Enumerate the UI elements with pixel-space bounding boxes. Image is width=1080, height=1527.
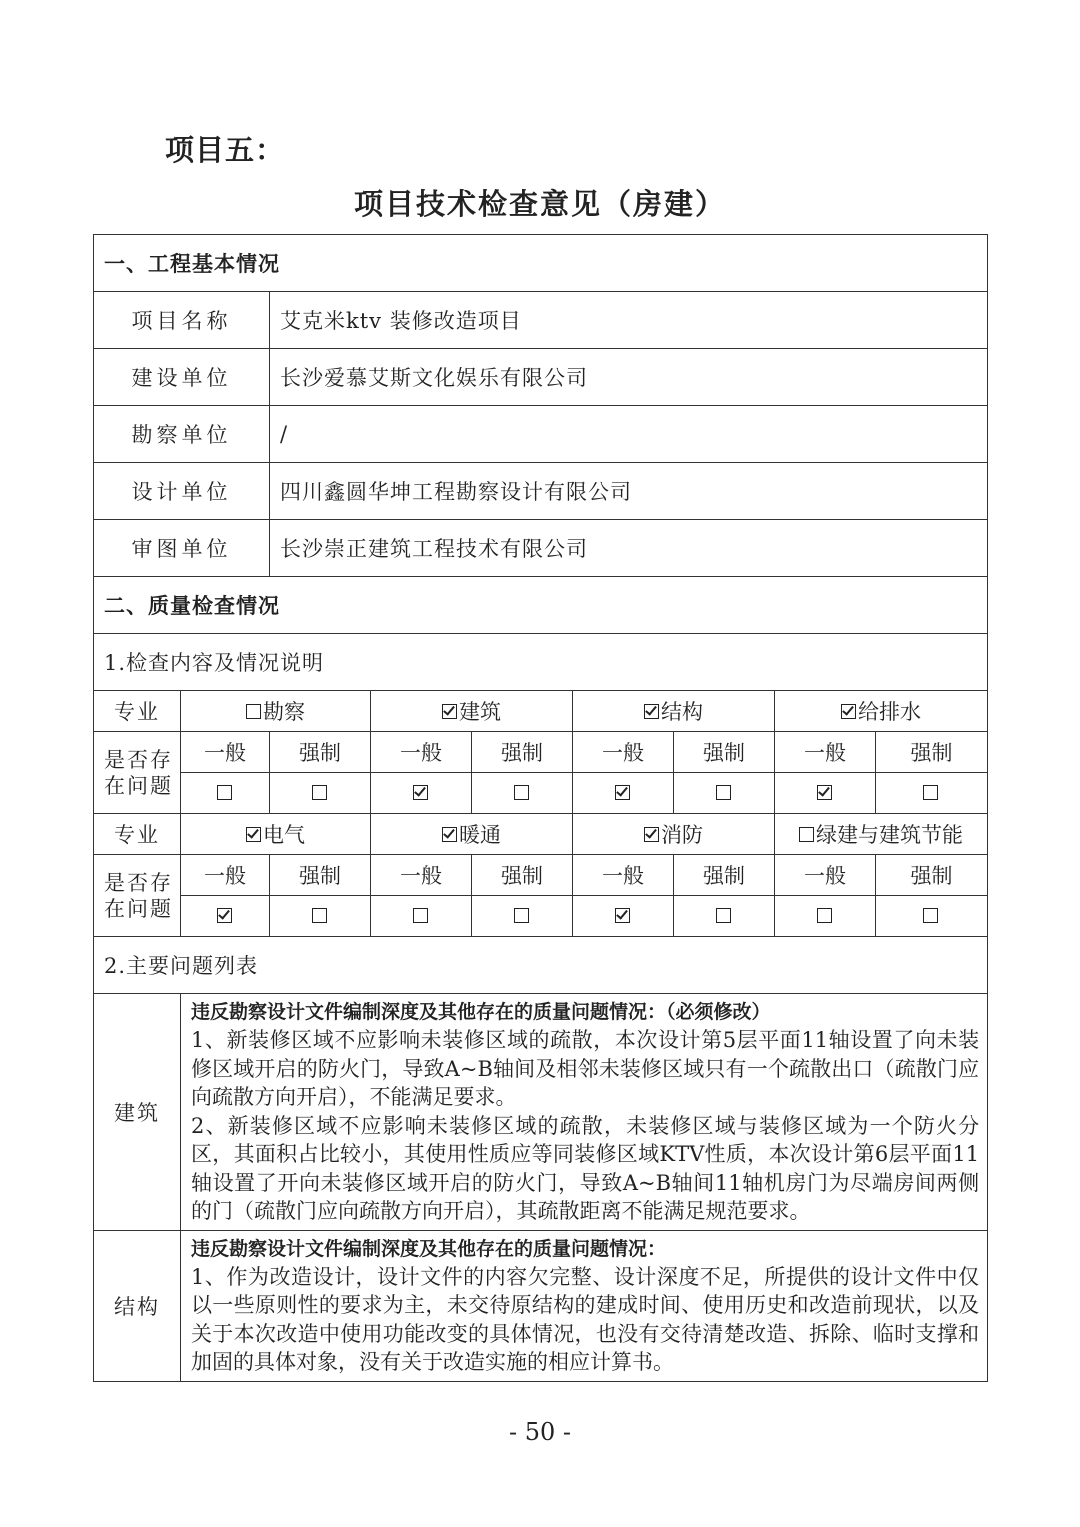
info-label: 设计单位 xyxy=(94,463,270,520)
profession-cell xyxy=(775,691,988,732)
profession-name: 消防 xyxy=(661,823,703,847)
checkbox-icon xyxy=(312,908,327,923)
general-label: 一般 xyxy=(775,855,876,896)
general-check-cell xyxy=(181,896,270,937)
mandatory-check-cell xyxy=(876,773,988,814)
checkbox-icon xyxy=(514,785,529,800)
check-content-title: 1.检查内容及情况说明 xyxy=(94,634,988,691)
mandatory-label: 强制 xyxy=(876,732,988,773)
question-label: 是否存在问题 xyxy=(94,855,181,937)
mandatory-check-cell xyxy=(674,773,775,814)
general-check-cell xyxy=(371,896,472,937)
checked-checkbox-icon xyxy=(413,785,428,800)
info-label: 建设单位 xyxy=(94,349,270,406)
general-label: 一般 xyxy=(573,732,674,773)
general-check-cell xyxy=(371,773,472,814)
issue-list-title: 2.主要问题列表 xyxy=(94,937,988,994)
mandatory-label: 强制 xyxy=(270,855,371,896)
checkbox-row xyxy=(94,896,988,937)
profession-row xyxy=(94,691,988,732)
checkbox-icon xyxy=(716,908,731,923)
checked-checkbox-icon xyxy=(442,827,457,842)
info-row xyxy=(94,349,988,406)
info-value: 长沙崇正建筑工程技术有限公司 xyxy=(270,520,988,577)
profession-cell xyxy=(181,691,371,732)
checked-checkbox-icon xyxy=(217,908,232,923)
checkbox-icon xyxy=(923,785,938,800)
checked-checkbox-icon xyxy=(246,827,261,842)
page-number: - 50 - xyxy=(508,1418,571,1446)
issue-category: 建筑 xyxy=(94,994,181,1231)
general-label: 一般 xyxy=(371,732,472,773)
checked-checkbox-icon xyxy=(615,908,630,923)
section2-title: 二、质量检查情况 xyxy=(94,577,988,634)
checked-checkbox-icon xyxy=(841,704,856,719)
issue-item: 2、新装修区域不应影响未装修区域的疏散，未装修区域与装修区域为一个防火分区，其面积占比较小，其使用性质应等同装修区域KTV性质，本次设计第6层平面11轴设置了开向未装修区域开启的防火门，导致A~B轴间11轴机房门为尽端房间两侧的门（疏散门应向疏散方向开启），其疏散距离不能满足规范要求。 xyxy=(191,1113,980,1223)
checked-checkbox-icon xyxy=(644,827,659,842)
checkbox-icon xyxy=(514,908,529,923)
general-label: 一般 xyxy=(775,732,876,773)
issue-category: 结构 xyxy=(94,1230,181,1381)
project-label: 项目五： xyxy=(165,133,286,167)
issue-heading: 违反勘察设计文件编制深度及其他存在的质量问题情况：（必须修改） xyxy=(191,1001,771,1023)
profession-name: 电气 xyxy=(263,823,305,847)
profession-label: 专业 xyxy=(94,691,181,732)
checkbox-icon xyxy=(246,704,261,719)
section1-title: 一、工程基本情况 xyxy=(94,235,988,292)
issue-row xyxy=(94,1230,988,1381)
general-check-cell xyxy=(775,896,876,937)
inspection-table xyxy=(93,234,988,1382)
checked-checkbox-icon xyxy=(442,704,457,719)
info-row xyxy=(94,520,988,577)
mandatory-check-cell xyxy=(270,773,371,814)
mandatory-label: 强制 xyxy=(472,732,573,773)
profession-cell xyxy=(573,691,775,732)
info-row xyxy=(94,292,988,349)
general-label: 一般 xyxy=(181,732,270,773)
page-title: 项目技术检查意见（房建） xyxy=(353,187,726,221)
issue-item: 1、新装修区域不应影响未装修区域的疏散，本次设计第5层平面11轴设置了向未装修区域开启的防火门，导致A~B轴间及相邻未装修区域只有一个疏散出口（疏散门应向疏散方向开启），不能满足要求。 xyxy=(191,1028,980,1109)
mandatory-label: 强制 xyxy=(674,732,775,773)
issue-heading: 违反勘察设计文件编制深度及其他存在的质量问题情况： xyxy=(191,1237,667,1260)
mandatory-check-cell xyxy=(472,773,573,814)
info-label: 项目名称 xyxy=(94,292,270,349)
issue-item: 1、作为改造设计，设计文件的内容欠完整、设计深度不足，所提供的设计文件中仅以一些原则性的要求为主，未交待原结构的建成时间、使用历史和改造前现状，以及关于本次改造中使用功能改变的具体情况，也没有交待清楚改造、拆除、临时支撑和加固的具体对象，没有关于改造实施的相应计算书。 xyxy=(191,1264,980,1374)
issue-body xyxy=(181,1230,988,1381)
profession-name: 暖通 xyxy=(459,823,501,847)
profession-name: 绿建与建筑节能 xyxy=(816,823,964,847)
profession-cell xyxy=(775,814,988,855)
profession-cell xyxy=(371,814,573,855)
checkbox-icon xyxy=(716,785,731,800)
info-label: 审图单位 xyxy=(94,520,270,577)
checkbox-icon xyxy=(817,908,832,923)
general-check-cell xyxy=(573,896,674,937)
info-label: 勘察单位 xyxy=(94,406,270,463)
info-row xyxy=(94,406,988,463)
issue-row xyxy=(94,994,988,1231)
general-check-cell xyxy=(181,773,270,814)
info-row xyxy=(94,463,988,520)
checkbox-icon xyxy=(312,785,327,800)
mandatory-label: 强制 xyxy=(270,732,371,773)
section2-row xyxy=(94,577,988,634)
general-check-cell xyxy=(775,773,876,814)
checkbox-icon xyxy=(217,785,232,800)
sub2-row xyxy=(94,937,988,994)
mandatory-label: 强制 xyxy=(472,855,573,896)
profession-row xyxy=(94,814,988,855)
severity-header-row xyxy=(94,732,988,773)
question-label: 是否存在问题 xyxy=(94,732,181,814)
profession-cell xyxy=(181,814,371,855)
info-value: 长沙爱慕艾斯文化娱乐有限公司 xyxy=(270,349,988,406)
general-label: 一般 xyxy=(573,855,674,896)
mandatory-check-cell xyxy=(270,896,371,937)
mandatory-check-cell xyxy=(674,896,775,937)
severity-header-row xyxy=(94,855,988,896)
sub1-row xyxy=(94,634,988,691)
checked-checkbox-icon xyxy=(615,785,630,800)
profession-name: 给排水 xyxy=(858,700,922,724)
info-value: 四川鑫圆华坤工程勘察设计有限公司 xyxy=(270,463,988,520)
mandatory-check-cell xyxy=(876,896,988,937)
info-value: / xyxy=(270,406,988,463)
profession-label: 专业 xyxy=(94,814,181,855)
profession-name: 建筑 xyxy=(459,700,501,724)
general-check-cell xyxy=(573,773,674,814)
profession-name: 结构 xyxy=(661,700,703,724)
profession-name: 勘察 xyxy=(263,700,305,724)
mandatory-check-cell xyxy=(472,896,573,937)
profession-cell xyxy=(371,691,573,732)
mandatory-label: 强制 xyxy=(674,855,775,896)
general-label: 一般 xyxy=(181,855,270,896)
checkbox-icon xyxy=(923,908,938,923)
checkbox-row xyxy=(94,773,988,814)
checkbox-icon xyxy=(413,908,428,923)
issue-body xyxy=(181,994,988,1231)
general-label: 一般 xyxy=(371,855,472,896)
profession-cell xyxy=(573,814,775,855)
info-value: 艾克米ktv 装修改造项目 xyxy=(270,292,988,349)
checked-checkbox-icon xyxy=(644,704,659,719)
checkbox-icon xyxy=(799,827,814,842)
checked-checkbox-icon xyxy=(817,785,832,800)
mandatory-label: 强制 xyxy=(876,855,988,896)
